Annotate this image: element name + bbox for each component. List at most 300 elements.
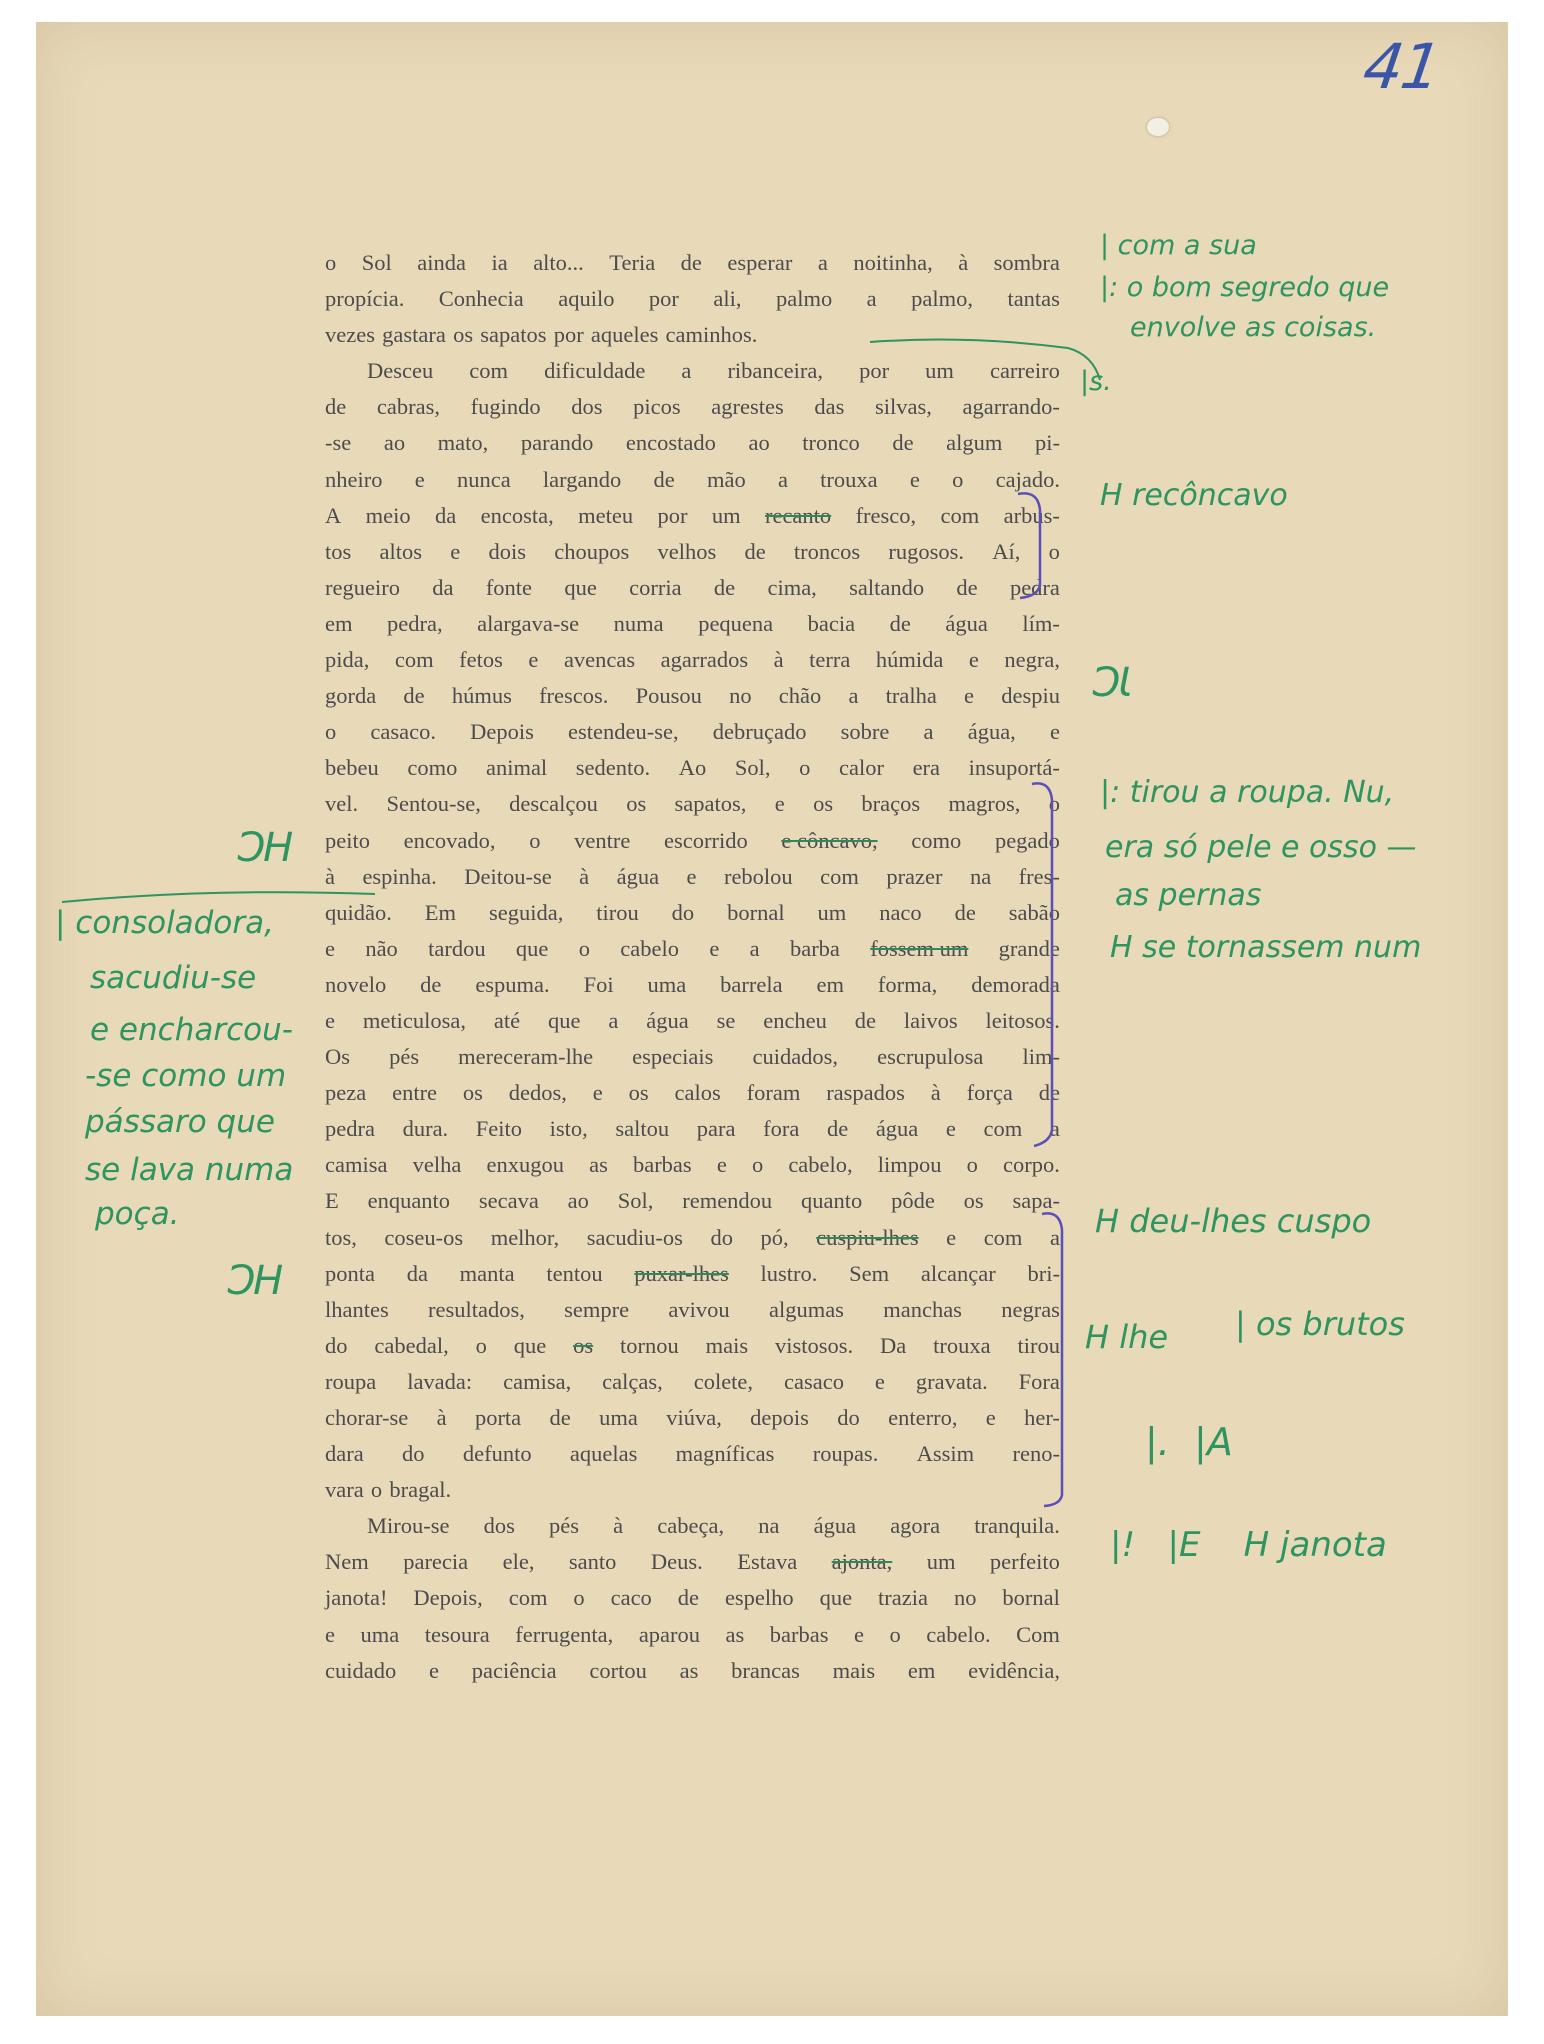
word: o [1048, 791, 1060, 817]
word: a [608, 1007, 619, 1033]
word: magros, [948, 791, 1021, 817]
word: forma, [877, 971, 938, 997]
word: chão [778, 683, 822, 709]
word: lustro. [760, 1260, 818, 1286]
word: cuidado [325, 1657, 397, 1683]
word: por [657, 502, 688, 528]
word: de [1038, 1080, 1060, 1106]
word: os [813, 791, 834, 817]
word: de [325, 394, 347, 420]
word: água, [967, 719, 1016, 745]
word: o [751, 1152, 764, 1178]
word: o [325, 719, 337, 745]
word: colete, [693, 1368, 754, 1394]
word: à [958, 250, 969, 275]
word: Conhecia [438, 286, 524, 312]
word: corpo. [1003, 1152, 1060, 1178]
word: e [325, 1621, 335, 1647]
word: Sol, [617, 1188, 654, 1214]
word: terra [809, 647, 851, 673]
text-line [325, 1617, 1060, 1653]
word: pedra [325, 1116, 375, 1142]
word: tronco [802, 430, 860, 456]
word: e [428, 1657, 439, 1683]
word: agarrando- [962, 394, 1060, 420]
margin-note: H se tornassem num [1110, 930, 1422, 965]
word: o [475, 1332, 487, 1358]
word: as [679, 1657, 699, 1683]
margin-note: |: o bom segredo que [1100, 272, 1390, 303]
word: limpou [877, 1152, 942, 1178]
word: brancas [731, 1657, 800, 1683]
word: dara [325, 1441, 364, 1467]
word: vara [325, 1477, 364, 1503]
word: da [432, 574, 454, 600]
word: era [912, 755, 941, 781]
word: bacia [807, 610, 856, 636]
margin-note: poça. [95, 1196, 180, 1232]
word: de [826, 1116, 849, 1142]
word: um [711, 502, 741, 528]
word: depois [750, 1405, 809, 1430]
word: Mirou-se [367, 1513, 450, 1539]
word: de [653, 466, 675, 492]
word: lhantes [325, 1296, 389, 1322]
word: sobre [840, 719, 890, 745]
word: rebolou [723, 863, 793, 889]
word: dos [571, 394, 603, 420]
word: com [983, 1224, 1023, 1250]
word: para [696, 1116, 736, 1142]
word: de [420, 971, 442, 997]
word: na [758, 1513, 780, 1539]
text-line [325, 1400, 1060, 1436]
word: um [817, 899, 847, 925]
word: Da [880, 1332, 907, 1358]
word: paciência [471, 1657, 557, 1683]
proof-bracket-3 [1040, 1210, 1070, 1510]
word: a [681, 358, 692, 384]
word: Assim [916, 1441, 975, 1467]
word: sabão [1008, 899, 1060, 925]
margin-note: | os brutos [1235, 1305, 1405, 1343]
word: e [592, 1080, 603, 1106]
word: e [450, 538, 461, 564]
word: Teria [609, 250, 656, 275]
word: debruçado [712, 719, 807, 745]
word: barrela [720, 971, 783, 997]
word: avencas [563, 647, 636, 673]
word: puxar-lhes [634, 1260, 729, 1286]
word: mão [706, 466, 746, 492]
margin-note: sacudiu-se [90, 960, 257, 996]
word: roupas. [812, 1441, 879, 1467]
text-line [325, 1544, 1060, 1580]
margin-note: |s. [1080, 366, 1112, 397]
word: tirou [596, 899, 639, 925]
word: com [940, 502, 980, 528]
word: água [945, 610, 988, 636]
word: de [680, 250, 702, 275]
word: à [325, 863, 335, 889]
word: tralha [885, 683, 937, 709]
word: chorar-se [325, 1405, 409, 1430]
word: casaco. [370, 719, 436, 745]
word: até [493, 1007, 521, 1033]
word: e [854, 1621, 865, 1647]
word: cortou [589, 1657, 647, 1683]
word: sapatos [480, 322, 547, 348]
word: escrupulosa [877, 1044, 984, 1070]
word: parecia [403, 1549, 469, 1575]
word: e [964, 683, 975, 709]
word: parando [520, 430, 594, 456]
text-line [325, 1111, 1060, 1147]
word: ribanceira, [727, 358, 823, 384]
word: Estava [737, 1549, 798, 1575]
word: ao [383, 430, 406, 456]
word: propícia. [325, 286, 405, 312]
margin-note: -se como um [85, 1058, 287, 1094]
word: espelho [724, 1585, 794, 1611]
word: laivos [903, 1007, 958, 1033]
margin-note: |. |A [1145, 1420, 1233, 1464]
word: silvas, [874, 394, 932, 420]
word: trouxa [933, 1332, 991, 1358]
word: trazia [878, 1585, 929, 1611]
word: tantas [1007, 286, 1060, 312]
word: secava [478, 1188, 539, 1214]
word: cabeça, [657, 1513, 725, 1539]
word: uma [360, 1621, 400, 1647]
word: descalçou [509, 791, 598, 817]
word: fora [763, 1116, 800, 1142]
word: barba [789, 935, 840, 961]
word: da [435, 502, 457, 528]
word: Sol [361, 250, 392, 275]
word: dedos, [508, 1080, 567, 1106]
word: Deus. [650, 1549, 703, 1575]
word: cabras, [376, 394, 440, 420]
word: a [848, 683, 859, 709]
text-line [325, 281, 1060, 317]
word: bri- [1027, 1260, 1060, 1286]
page-number: 41 [1358, 30, 1445, 103]
text-line [325, 534, 1060, 570]
word: saltando [849, 574, 925, 600]
word: Depois [470, 719, 534, 745]
word: na [969, 863, 992, 889]
word: santo [568, 1549, 617, 1575]
word: o [573, 1585, 585, 1611]
word: mato, [437, 430, 489, 456]
word: e [946, 1224, 957, 1250]
word: de [677, 1585, 699, 1611]
word: tos [325, 538, 352, 564]
word: à [613, 1513, 624, 1539]
word: de [403, 683, 425, 709]
word: dura. [402, 1116, 449, 1142]
word: a [1049, 1224, 1060, 1250]
word: fossem um [870, 935, 969, 961]
word: manchas [883, 1296, 962, 1322]
word: ia [491, 250, 508, 275]
word: espinha. [362, 863, 437, 889]
word: e côncavo, [781, 827, 878, 853]
word: aquilo [558, 286, 615, 312]
word: seguida, [488, 899, 564, 925]
text-line [325, 1256, 1060, 1292]
word: janota! [325, 1585, 388, 1611]
word: por [859, 358, 890, 384]
word: um [925, 358, 954, 384]
word: calças, [602, 1368, 663, 1394]
word: lim- [1022, 1044, 1060, 1070]
word: os [453, 322, 474, 348]
word: aparou [638, 1621, 701, 1647]
word: encosta, [480, 502, 554, 528]
word: A [325, 502, 342, 528]
word: dos [483, 1513, 515, 1539]
word: água [616, 863, 660, 889]
word: o [889, 1621, 901, 1647]
word: evidência, [968, 1657, 1060, 1683]
text-line [325, 750, 1060, 786]
word: tos, [325, 1224, 357, 1250]
word: enquanto [367, 1188, 451, 1214]
margin-note: ƆƖ [1090, 660, 1133, 706]
word: naco [879, 899, 922, 925]
word: e [774, 791, 785, 817]
text-line [325, 823, 1060, 859]
word: força [966, 1080, 1013, 1106]
word: Deitou-se [464, 863, 552, 889]
word: e [325, 1007, 335, 1033]
word: novelo [325, 971, 387, 997]
word: caco [610, 1585, 652, 1611]
word: cima, [767, 574, 817, 600]
word: foram [746, 1080, 801, 1106]
word: sempre [564, 1296, 630, 1322]
word: cuidados, [752, 1044, 839, 1070]
word: de [713, 574, 736, 600]
word: porta [474, 1405, 522, 1430]
word: Nem [325, 1549, 369, 1575]
word: braços [861, 791, 921, 817]
word: fres- [1018, 863, 1060, 889]
word: alargava-se [477, 610, 580, 636]
word: Com [1016, 1621, 1060, 1647]
word: demorada [971, 971, 1060, 997]
word: tentou [546, 1260, 603, 1286]
word: não [365, 935, 398, 961]
word: sapatos, [674, 791, 747, 817]
word: bornal [727, 899, 785, 925]
text-line [325, 1003, 1060, 1039]
word: espuma. [475, 971, 550, 997]
word: gravata. [915, 1368, 988, 1394]
word: à [436, 1405, 447, 1430]
word: arbus- [1003, 502, 1060, 528]
word: encostado [625, 430, 716, 456]
word: e [985, 1405, 996, 1430]
word: mais [705, 1332, 749, 1358]
word: meio [365, 502, 411, 528]
word: e [874, 1368, 885, 1394]
word: mais [832, 1657, 876, 1683]
word: ao [567, 1188, 589, 1214]
word: a [923, 719, 934, 745]
word: que [564, 574, 597, 600]
text-line [325, 1364, 1060, 1400]
word: e [325, 935, 335, 961]
word: meticulosa, [362, 1007, 466, 1033]
word: avivou [668, 1296, 730, 1322]
proof-bracket-2 [1030, 780, 1060, 1150]
word: agrestes [711, 394, 784, 420]
word: ponta [325, 1260, 375, 1286]
word: de [892, 430, 914, 456]
word: que [515, 935, 549, 961]
text-line [325, 1183, 1060, 1219]
word: rugosos. [888, 538, 965, 564]
word: sedento. [575, 755, 651, 781]
word: quidão. [325, 899, 392, 925]
word: com [469, 358, 509, 384]
text-line [325, 570, 1060, 606]
word: a [1049, 1116, 1060, 1142]
word: a [866, 286, 877, 312]
word: fresco, [855, 502, 917, 528]
margin-note: H recôncavo [1100, 478, 1288, 513]
word: meteu [578, 502, 634, 528]
margin-note: era só pele e osso — [1105, 830, 1417, 865]
word: um [926, 1549, 956, 1575]
word: húmus [451, 683, 512, 709]
word: água [646, 1007, 689, 1033]
word: tornou [619, 1332, 679, 1358]
word: escorrido [664, 827, 748, 853]
text-line [325, 389, 1060, 425]
margin-note: envolve as coisas. [1130, 312, 1377, 343]
word: cabelo, [788, 1152, 853, 1178]
word: a [817, 250, 828, 275]
word: o [799, 755, 811, 781]
text-line [325, 678, 1060, 714]
word: bragal. [389, 1477, 452, 1503]
word: agora [890, 1513, 941, 1539]
word: palmo, [911, 286, 973, 312]
word: velha [412, 1152, 462, 1178]
word: e [968, 647, 979, 673]
word: e [945, 1116, 956, 1142]
word: os [626, 791, 647, 817]
word: nunca [456, 466, 511, 492]
word: bebeu [325, 755, 379, 781]
word: Depois, [413, 1585, 483, 1611]
word: algum [946, 430, 1003, 456]
word: à [579, 863, 590, 889]
word: o [370, 1477, 383, 1503]
word: ajonta, [831, 1549, 893, 1575]
word: remendou [682, 1188, 773, 1214]
word: Desceu [367, 358, 434, 384]
word: sacudiu-os [586, 1224, 683, 1250]
word: tranquila. [974, 1513, 1060, 1539]
word: ventre [574, 827, 631, 853]
word: enterro, [888, 1405, 958, 1430]
word: pedra, [387, 610, 443, 636]
word: sapa- [1012, 1188, 1060, 1214]
word: que [819, 1585, 853, 1611]
margin-note: H lhe [1085, 1318, 1169, 1356]
word: das [814, 394, 845, 420]
word: do [402, 1441, 425, 1467]
margin-note: e encharcou- [90, 1012, 293, 1048]
text-line [325, 642, 1060, 678]
word: com [820, 863, 859, 889]
word: cabedal, [374, 1332, 449, 1358]
word: peito [325, 827, 370, 853]
word: camisa [325, 1152, 388, 1178]
word: e [528, 647, 539, 673]
word: picos [633, 394, 681, 420]
word: gastara [382, 322, 446, 348]
word: tesoura [424, 1621, 490, 1647]
word: caminhos. [665, 322, 758, 348]
word: largando [542, 466, 622, 492]
word: pés [549, 1513, 580, 1539]
word: gorda [325, 683, 377, 709]
word: no [729, 683, 752, 709]
punch-hole [1147, 118, 1169, 136]
word: vezes [325, 322, 375, 348]
word: Sol, [734, 755, 771, 781]
word: negras [1001, 1296, 1060, 1322]
word: uma [647, 971, 687, 997]
word: da [406, 1260, 428, 1286]
word: o [952, 466, 964, 492]
word: cabelo [620, 935, 680, 961]
word: camisa, [503, 1368, 572, 1394]
word: os [462, 1080, 483, 1106]
word: recanto [764, 502, 832, 528]
word: despiu [1001, 683, 1060, 709]
word: coseu-os [384, 1224, 464, 1250]
word: se [716, 1007, 736, 1033]
word: com [983, 1116, 1023, 1142]
word: do [837, 1405, 860, 1430]
word: peza [325, 1080, 367, 1106]
word: E [325, 1188, 339, 1214]
word: pegado [994, 827, 1060, 853]
margin-note: se lava numa [85, 1152, 294, 1188]
word: insuportá- [968, 755, 1060, 781]
word: Pousou [635, 683, 702, 709]
word: por [648, 286, 679, 312]
text-line [325, 786, 1060, 822]
word: raspados [826, 1080, 905, 1106]
text-line [325, 425, 1060, 461]
margin-note: pássaro que [85, 1104, 275, 1140]
word: estendeu-se, [568, 719, 679, 745]
word: cabelo. [926, 1621, 991, 1647]
typescript-body [325, 245, 1060, 1689]
word: as [725, 1621, 745, 1647]
word: corria [629, 574, 682, 600]
word: quanto [801, 1188, 863, 1214]
word: sombra [993, 250, 1060, 275]
